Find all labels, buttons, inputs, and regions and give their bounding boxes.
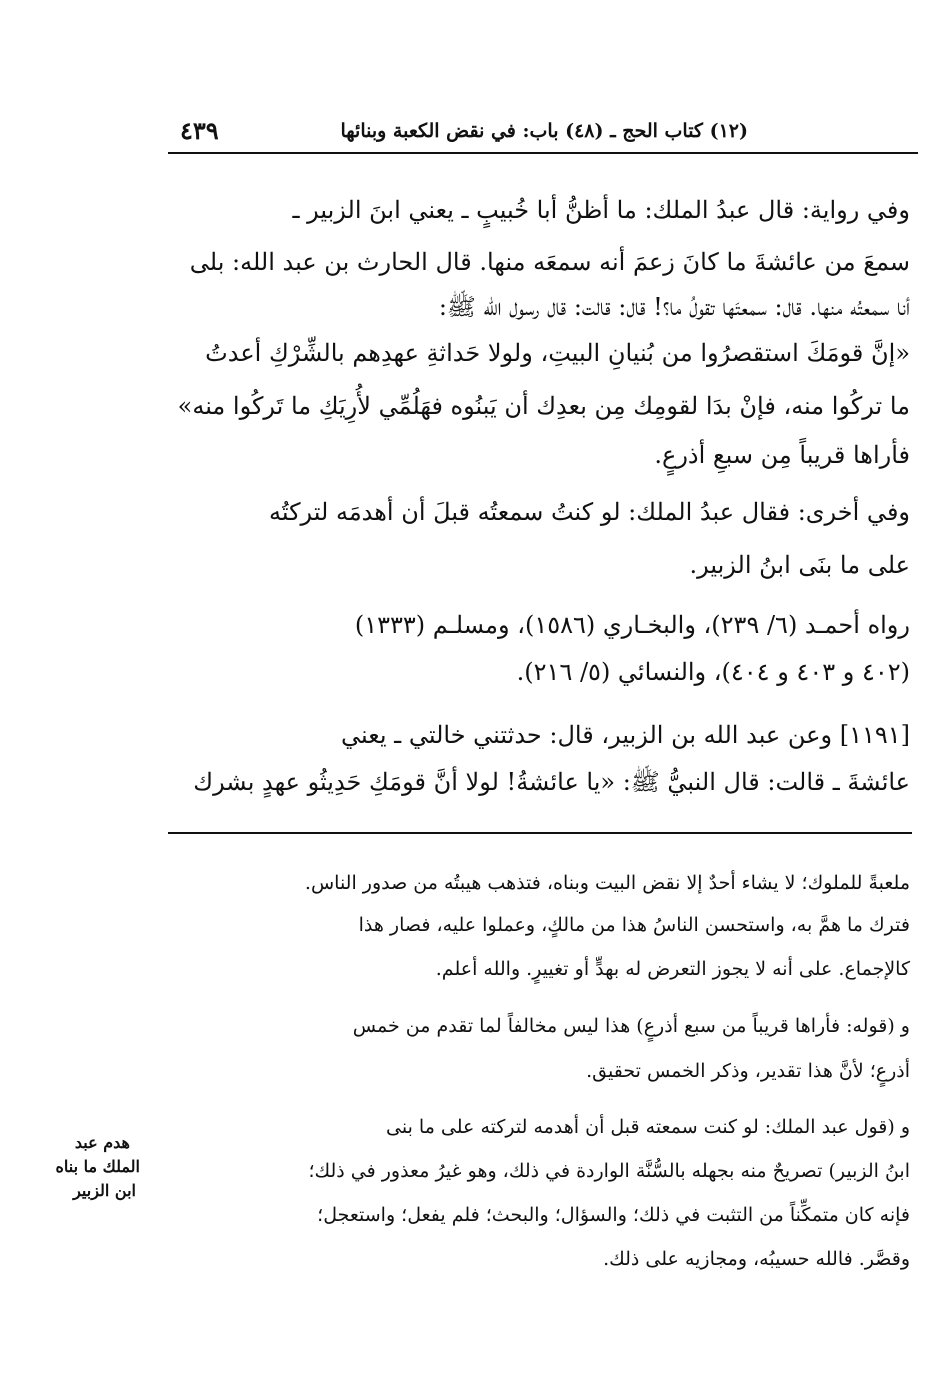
footnote-line: و (قوله: فأراها قريباً من سبع أذرعٍ) هذا ليس مخالفاً لما تقدم من خمس bbox=[352, 1015, 910, 1037]
main-line: وفي رواية: قال عبدُ الملك: ما أظنُّ أبا خُبيبٍ ـ يعني ابنَ الزبير ـ bbox=[292, 196, 910, 224]
footnote-line: فترك ما همَّ به، واستحسن الناسُ هذا من مالكٍ، وعملوا عليه، فصار هذا bbox=[358, 914, 910, 936]
main-line: وفي أخرى: فقال عبدُ الملك: لو كنتُ سمعتُه قبلَ أن أهدمَه لتركتُه bbox=[268, 498, 910, 526]
page-number: ٤٣٩ bbox=[180, 116, 219, 145]
main-line: عائشةَ ـ قالت: قال النبيُّ ﷺ: «يا عائشةُ! لولا أنَّ قومَكِ حَدِيثُو عهدٍ بشرك bbox=[193, 768, 910, 796]
footnote-line: أذرعٍ؛ لأنَّ هذا تقدير، وذكر الخمس تحقيق. bbox=[586, 1060, 910, 1082]
margin-note-line: ابن الزبير bbox=[73, 1181, 136, 1200]
main-line: أنا سمعتُه منها. قال: سمعتَها تقولُ ما؟! قال: قالت: قال رسول الله ﷺ: bbox=[438, 293, 910, 321]
main-line: فأراها قريباً مِن سبعِ أذرعٍ. bbox=[654, 441, 910, 469]
footnote-line: كالإجماع. على أنه لا يجوز التعرض له بهدٍّ أو تغييرٍ. والله أعلم. bbox=[435, 958, 910, 980]
footnote-rule bbox=[168, 832, 912, 834]
main-line: رواه أحمـد (٦/ ٢٣٩)، والبخـاري (١٥٨٦)، ومسلـم (١٣٣٣) bbox=[354, 611, 910, 639]
footnote-line: و (قول عبد الملك: لو كنت سمعته قبل أن أهدمه لتركته على ما بنى bbox=[386, 1116, 910, 1138]
running-title: (١٢) كتاب الحج ـ (٤٨) باب: في نقض الكعبة وبنائها bbox=[340, 120, 748, 142]
main-line: على ما بنَى ابنُ الزبير. bbox=[689, 551, 910, 579]
page-header bbox=[170, 108, 918, 150]
header-rule bbox=[168, 152, 918, 154]
footnote-line: ابنُ الزبير) تصريحٌ منه بجهله بالسُّنَّة الواردة في ذلك، وهو غيرُ معذور في ذلك؛ bbox=[308, 1160, 910, 1182]
margin-note-line: الملك ما بناه bbox=[55, 1157, 140, 1176]
main-line: [١١٩١] وعن عبد الله بن الزبير، قال: حدثتني خالتي ـ يعني bbox=[341, 721, 910, 749]
main-line: سمعَ من عائشةَ ما كانَ زعمَ أنه سمعَه منها. قال الحارث بن عبد الله: بلى bbox=[189, 248, 910, 276]
main-line: (٤٠٢ و ٤٠٣ و ٤٠٤)، والنسائي (٥/ ٢١٦). bbox=[516, 658, 910, 686]
main-line: ما تركُوا منه، فإنْ بدَا لقومِك مِن بعدِك أن يَبنُوه فهَلُمِّي لأُرِيَكِ ما تَركُوا منه» bbox=[177, 392, 910, 420]
margin-note-line: هدم عبد bbox=[74, 1133, 130, 1152]
footnote-line: وقصَّر. فالله حسيبُه، ومجازيه على ذلك. bbox=[603, 1248, 910, 1270]
main-line: «إنَّ قومَكَ استقصرُوا من بُنيانِ البيتِ، ولولا حَداثةِ عهدِهم بالشِّرْكِ أعدتُ bbox=[205, 339, 910, 367]
footnote-line: فإنه كان متمكِّناً من التثبت في ذلك؛ والسؤال؛ والبحث؛ فلم يفعل؛ واستعجل؛ bbox=[317, 1204, 910, 1226]
footnote-line: ملعبةً للملوك؛ لا يشاء أحدٌ إلا نقض البيت وبناه، فتذهب هيبتُه من صدور الناس. bbox=[304, 872, 910, 894]
